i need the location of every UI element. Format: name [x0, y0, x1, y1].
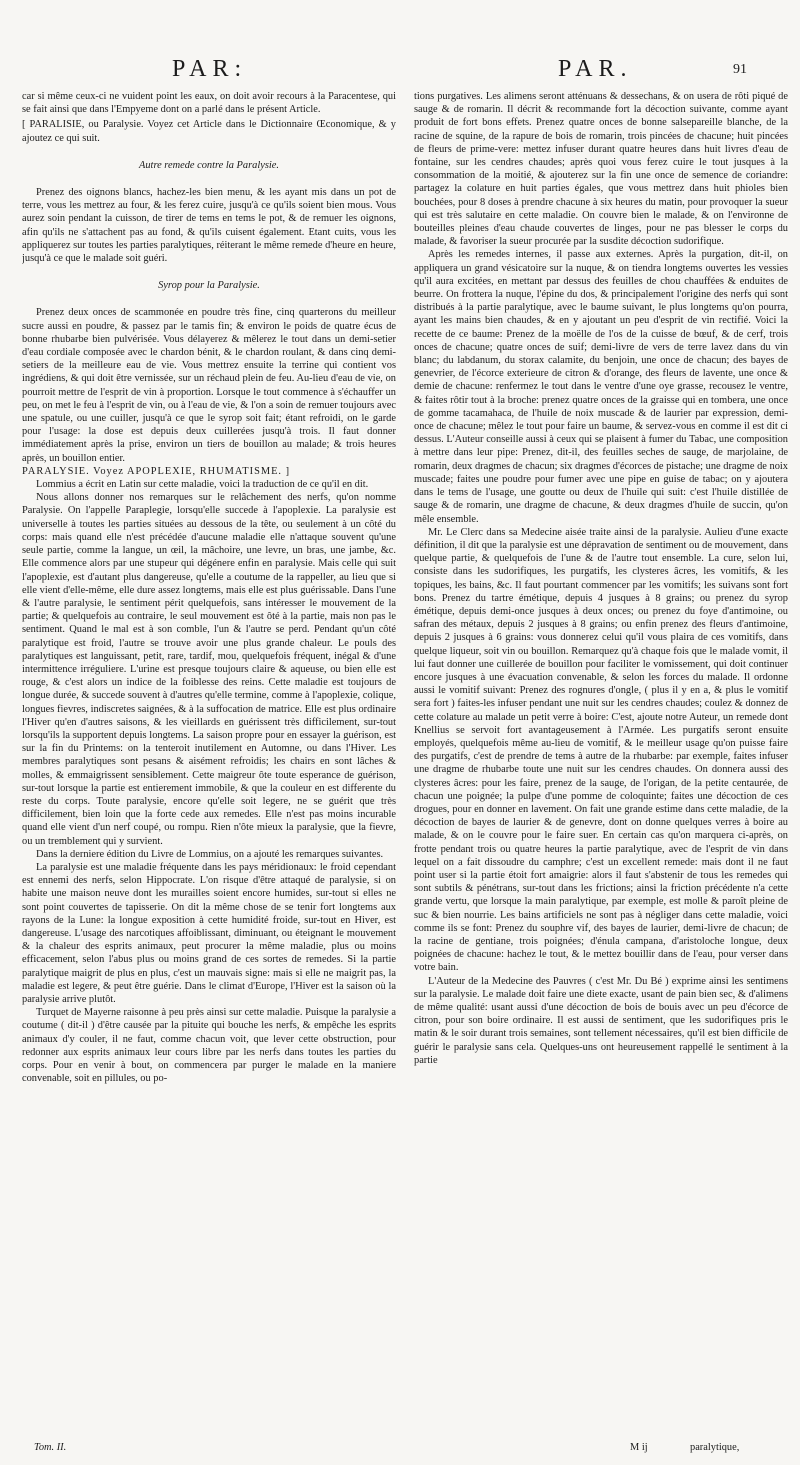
section-heading: Autre remede contre la Paralysie. [139, 159, 279, 171]
paragraph: L'Auteur de la Medecine des Pauvres ( c'est Mr. Du Bé ) exprime ainsi les sentimens sur la paralysie. Le malade doit faire une diete exacte, usant de pain bien sec, & d'alimens de même qualité: usant aussi d'une décoction de bois de bouis avec un peu d'écorce de citron, pour son boire ordinaire. Il est aussi de sentiment, que les sudorifiques pris le matin & le soir durant trois semaines, sont tellement nécessaires, qu'il est bien difficile de guérir le paralysie sans cela. Quelques-uns ont heureusement rappellé le sentiment à la partie [414, 975, 788, 1066]
paragraph: Mr. Le Clerc dans sa Medecine aisée traite ainsi de la paralysie. Aulieu d'une exacte définition, il dit que la paralysie est une dépravation de sentiment ou de mouvement, dans quelque partie, & quelquefois de l'une & de l'autre tout ensemble. La cure, selon lui, consiste dans les sudorifiques, les purgatifs, les clysteres âcres, les vomitifs, & les topiques, les bains, &c. Il faut pourtant commencer par les vomitifs; les suivans sont fort bons. Prenez du tartre émétique, depuis 4 jusques à 8 grains; ou prenez du syrop émétique, depuis demi-once jusques à deux onces; ou prenez du foye d'antimoine, ou safran des métaux, depuis 2 jusques à 8 grains; ou enfin prenez des fleurs d'antimoine, depuis 2 jusques à 6 grains: vous donnerez celui qu'il vous plaira de ces vomitifs, dans quelque liqueur, soit vin ou bouillon. Remarquez qu'à chaque fois que le malade vomit, il lui faut donner une cuillerée de bouillon pour faciliter le vomissement, qui doit continuer encore jusques à une évacuation convenable, & selon les forces du malade. Il ordonne aussi le vomitif suivant: Prenez des rognures d'ongle, ( plus il y en a, & plus le vomitif sera fort ) faites-les infuser pendant une nuit sur les cendres chaudes; coulez & donnez de cette colature au malade un petit verre à boire: C'est, ajoute notre Auteur, un remede dont Knellius se servoit fort avantageusement à l'Armée. Les purgatifs seront ensuite employés, quelquefois même au-lieu de vomitif, & le meilleur usage qu'on puisse faire des purgatifs, c'est de prendre de tems à autre de la rhubarbe: par exemple, faites infuser une dragme de rhubarbe toute une nuit sur les cendres chaudes. On donnera aussi des clysteres âcres: pour les faire, prenez de la sauge, de l'origan, de la petite centaurée, de chacun une poignée; la pulpe d'une pomme de coloquinte; faites une décoction de ces drogues, pour en donner en lavement. On fait une grande estime dans cette maladie, de la décoction de bayes de laurier & de genevre, dont on donne quelques verres à boire au malade, & on le couvre pour le faire suer. En certain cas qu'on marquera ci-après, on frotte pendant trois ou quatre heures la partie paralytique, avec de l'esprit de vin dans lequel on a fait dissoudre du camphre; c'est un excellent remede: mais dont il ne faut point user si la partie étoit fort amaigrie: alors il faut s'abstenir de tous les remedes qui sont subtils & pénétrans, sur-tout dans les frictions; ainsi la friction précédente n'a cette grande vertu, que lorsque la main paralytique, par exemple, est molle & paroît pleine de suc & bien nourrie. Les bains artificiels ne sont pas à négliger dans cette maladie, voici comme ils se font: Prenez du souphre vif, des bayes de laurier, demi-livre de chacun; de la racine de gentiane, trois poignées; d'énula campana, d'aristoloche longue, deux poignées de chacune: hachez le tout, & le mettez bouillir dans de l'eau, pour verser dans votre bain. [414, 526, 788, 974]
paragraph: Prenez des oignons blancs, hachez-les bien menu, & les ayant mis dans un pot de terre, vous les mettrez au four, & les ferez cuire, jusqu'à ce qu'ils soient bien mous. Vous aurez soin pendant la cuisson, de tirer de tems en tems le pot, & de remuer les oignons, afin qu'ils ne s'attachent pas au fond, & qu'ils cuisent également. Etant cuits, vous les appliquerez sur toutes les parties paralytiques, réiterant le même remede d'heure en heure, jusqu'à ce que le malade soit guéri. [22, 187, 396, 265]
paragraph: tions purgatives. Les alimens seront atténuans & dessechans, & on usera de rôti piqué de sauge & de romarin. Il décrit & recommande fort la décoction suivante, comme ayant produit de fort bons effets. Prenez quatre onces de bonne salsepareille blanche, de la racine de squine, de la rapure de bois de romarin, trois pincées de chacune; huit pincées de fleurs de prime-vere: mettez infuser durant quatre heures dans huit livres d'eau de fontaine, sur les cendres chaudes; après quoi vous ferez cuire le tout jusques à la consommation de la moitié, & ajouterez sur la fin une once de semence de coriandre: partagez la colature en huit parties égales, que vous mettrez dans huit phioles bien bouchées, pour 8 doses à prendre chacune à six heures du matin, pour provoquer la sueur qui est très salutaire en cette maladie. On couvre bien le malade, & on l'environne de bouteilles pleines d'eau chaude couvertes de linges, pour ne pas blesser le corps du malade, & favoriser la sueur procurée par la susdite décoction sudorifique. [414, 91, 788, 248]
paragraph: Dans la derniere édition du Livre de Lommius, on a ajouté les remarques suivantes. [36, 848, 384, 860]
running-head-right: PAR. [558, 56, 633, 82]
volume-mark: Tom. II. [34, 1442, 67, 1453]
catchword: paralytique, [690, 1442, 740, 1453]
section-heading: Syrop pour la Paralysie. [158, 280, 260, 292]
paragraph: Prenez deux onces de scammonée en poudre très fine, cinq quarterons du meilleur sucre aussi en poudre, & passez par le tamis fin; & environ le poids de quatre écus de bonne rhubarbe bien pulvérisée. Vous délayerez & mêlerez le tout dans un demi-setier d'eau cordiale composée avec le chardon bénit, & le chardon roulant, & dans cinq demi-setiers de la meilleure eau de vie. Vous mettrez ensuite la terrine qui contient vos ingrédiens, & qui doit être vernissée, sur un réchaud plein de feu. Au-lieu d'eau de vie, on pourroit mettre de l'esprit de vin à proportion. Lorsque le tout commence à s'échauffer un peu, on met le feu à l'esprit de vin, ou à l'eau de vie, & l'on a soin de remuer toujours avec une spatule, ou une cuiller, jusqu'à ce que le syrop soit fait; étant refroidi, on le garde pour l'usage: la dose est depuis deux cuillerées jusqu'à trois. Il faut donner immédiatement après la prise, environ un tiers de bouillon au malade; & trois heures après, un bouillon entier. [22, 307, 396, 464]
paragraph: Turquet de Mayerne raisonne à peu près ainsi sur cette maladie. Puisque la paralysie a coutume ( dit-il ) d'être causée par la pituite qui bouche les nerfs, & empêche les esprits animaux d'y couler, il ne faut, comme chacun voit, que lever cette obstruction, pour redonner aux esprits animaux leur cours libre par les nerfs dans toutes les parties du corps. Pour en venir à bout, on commencera par purger le malade en la maniere convenable, soit en pillules, ou po- [22, 1007, 396, 1085]
cross-reference: PARALYSIE. Voyez APOPLEXIE, RHUMATISME. ] [22, 465, 291, 477]
paragraph: car si même ceux-ci ne vuident point les eaux, on doit avoir recours à la Paracentese, qui se fait ainsi que dans l'Empyeme dont on a parlé dans le présent Article. [22, 91, 396, 116]
article-entry: [ PARALISIE, ou Paralysie. Voyez cet Article dans le Dictionnaire Œconomique, & y ajoutez ce qui suit. [22, 119, 396, 144]
signature-mark: M ij [630, 1442, 648, 1453]
running-head-left: PAR: [172, 56, 248, 82]
paragraph: Lommius a écrit en Latin sur cette maladie, voici la traduction de ce qu'il en dit. [36, 479, 369, 491]
paragraph: La paralysie est une maladie fréquente dans les pays méridionaux: le froid cependant est ennemi des nerfs, selon Hippocrate. L'on risque d'être attaqué de paralysie, si on habite une maison neuve dont les murailles soient encore humides, sur-tout si elles ne sont point couvertes de tapisserie. On dit la même chose de se tenir fort longtems aux rayons de la Lune: la longue exposition à cette humidité froide, sur-tout en Hiver, est dangereuse. L'usage des narcotiques affoiblissant, diminuant, ou éteignant le mouvement & la chaleur des esprits animaux, peut procurer la même maladie, plus ou moins efficacement, selon l'abus plus ou moins grand de ces sortes de remedes. Si la partie paralytique maigrit de plus en plus, c'est un mauvais signe: mais si elle ne maigrit pas, la maladie est legere, & peut être guérie. Dans le climat d'Europe, l'Hiver est la saison où la paralysie arrive plutôt. [22, 861, 396, 1005]
page-number: 91 [733, 62, 747, 77]
running-head [0, 56, 800, 86]
paragraph: Après les remedes internes, il passe aux externes. Après la purgation, dit-il, on appliquera un grand vésicatoire sur la nuque, & on tiendra longtems ouvertes les vessies qu'il aura excitées, en mettant par dessus des feuilles de chou chauffées & enduites de beurre. On frottera la nuque, l'épine du dos, & principalement l'origine des nerfs qui sont distribués à la partie paralytique, avec le baume suivant, le plus longtems qu'on pourra, ayant les mains bien chaudes, & en y ajoutant un peu d'esprit de vin rectifié. Voici la recette de ce baume: Prenez de la moëlle de l'os de la cuisse de bœuf, & de cerf, trois onces de chacune; quatre onces de suif; demi-livre de vers de terre lavez dans du vin blanc; du labdanum, du storax calamite, du benjoin, une once de chacun; des bayes de genevrier, de l'écorce exterieure de citron & d'orange, des fleurs de lavente, une once & demie de chacune: renfermez le tout dans le ventre d'une oye grasse, recousez le ventre, & faites rôtir tout à la broche: prenez quatre onces de la graisse qui en tombera, une once de gomme tacamahaca, de l'huile de noix muscade & de laurier par expression, demi-once de chacune; mêlez le tout pour faire un baume, & servez-vous en comme il est dit ci dessus. L'Auteur conseille aussi à ceux qui se plaisent à fumer du Tabac, une composition à mettre dans leur pipe: Prenez, dit-il, des feuilles seches de sauge, de marjolaine, de romarin, deux dragmes de chacun; six dragmes d'écorces de pistache; une dragme de noix muscade; faites une poudre pour fumer avec une pipe en guise de tabac; on y ajoutera dans le tems de l'usage, une goutte ou deux de l'huile qui suit: c'est l'huile distillée de sauge & de romarin, une dragme de chacune, & deux dragmes d'huile de succin, qu'on mêle ensemble. [414, 249, 788, 525]
paragraph: Nous allons donner nos remarques sur le relâchement des nerfs, qu'on nomme Paralysie. On l'appelle Paraplegie, lorsqu'elle succede à l'apoplexie. La paralysie est universelle à toutes les parties situées au dessous de la tête, ou seulement à un côté du corps: mais quand elle n'est précédée d'aucune maladie elle n'attaque souvent qu'une seule partie, comme la langue, un œil, la mâchoire, une levre, un bras, une jambe, &c. Elle commence alors par une stupeur qui dégénere enfin en paralysie. Mais celle qui suit l'apoplexie, est d'autant plus dangereuse, qu'elle a coutume de la rappeller, au lieu que si elle vient d'elle-même, elle dure assez longtems, mais elle est plus guérissable. Dans l'une & l'autre paralysie, le sentiment périt quelquefois, sans intéresser le mouvement de la partie; & quelquefois au contraire, le seul mouvement est ôté à la partie, mais non pas le sentiment. Quand le mal est à son comble, l'un & l'autre se perd. Pendant qu'un côté paralytique est froid, l'autre se trouve avoir une plus grande chaleur. Le pouls des paralytiques est languissant, petit, rare, tardif, mou, quelquefois fréquent, inégal & d'une intermittence irréguliere. L'urine est presque toujours claire & aqueuse, ou bien elle est rouge, & c'est alors un indice de la foiblesse des reins. Cette maladie est toujours de longue durée, & succede souvent à d'autres qu'elle termine, comme à l'apoplexie, colique, longues fievres, indiscretes saignées, & à la suffocation de matrice. Elle est plus ordinaire l'Hiver qu'en d'autres saisons, & les vieillards en guérissent très difficilement, sur-tout lorsqu'ils la supportent depuis longtems. La saison propre pour en essayer la guérison, est sur la fin du Printems: on la tenteroit inutilement en Automne, ou dans l'Hiver. Les membres paralytiques sont pesans & aisément refroidis; les chairs en sont lâches & molles, & emmaigrissent sensiblement. Cette maigreur ôte toute esperance de guérison, sur-tout lorsque la partie est entierement immobile, & que la couleur en est differente du reste du corps. Toute paralysie, encore qu'elle soit legere, ne se guérit que très difficilement, bien loin que la forte cede aux remedes. Elle n'est pas moins incurable quand elle vient d'un nerf coupé, ou rompu. Rien n'ôte mieux la paralysie, que la fievre, ou un tremblement qui y survient. [22, 492, 396, 847]
right-column [414, 90, 788, 1442]
left-column [22, 90, 396, 1442]
